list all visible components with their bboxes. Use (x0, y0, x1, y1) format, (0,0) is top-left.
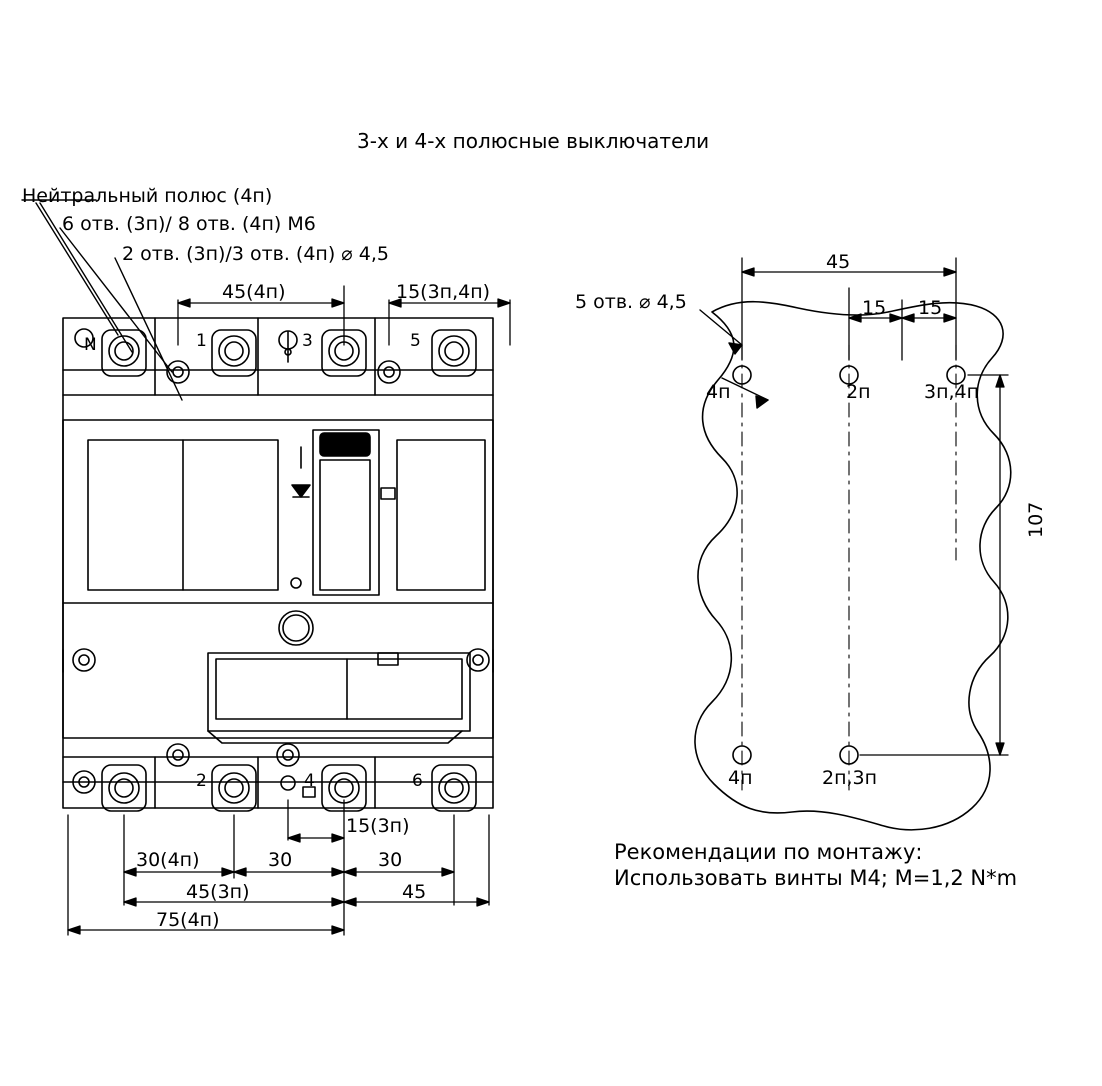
dim-right-45: 45 (826, 251, 851, 273)
terminal-label-4: 4 (304, 771, 315, 791)
hole-label-4p-bottom: 4п (728, 767, 753, 789)
terminal-label-2: 2 (196, 771, 207, 791)
dim-45-3p: 45(3п) (186, 881, 250, 903)
dim-30-4p: 30(4п) (136, 849, 200, 871)
hole-label-3p4p-top: 3п,4п (924, 381, 980, 403)
dim-top-45-4p: 45(4п) (222, 281, 286, 303)
mounting-note-line2: Использовать винты М4; М=1,2 N*m (614, 866, 1018, 890)
dim-30-b: 30 (378, 849, 403, 871)
terminal-label-N: N (84, 335, 97, 355)
mounting-note-line1: Рекомендации по монтажу: (614, 840, 923, 864)
dimensions-right (742, 258, 1008, 755)
dim-top-15-3p4p: 15(3п,4п) (396, 281, 491, 303)
terminal-label-5: 5 (410, 331, 421, 351)
dim-45: 45 (402, 881, 427, 903)
callout-holes-m6: 6 отв. (3п)/ 8 отв. (4п) М6 (62, 213, 316, 235)
callout-5-holes: 5 отв. ⌀ 4,5 (575, 291, 687, 313)
hole-label-2p-top: 2п (846, 381, 871, 403)
callout-holes-45: 2 отв. (3п)/3 отв. (4п) ⌀ 4,5 (122, 243, 390, 265)
terminal-label-1: 1 (196, 331, 207, 351)
hole-label-4p-top: 4п (706, 381, 731, 403)
dim-75-4p: 75(4п) (156, 909, 220, 931)
dim-right-107: 107 (1025, 501, 1047, 538)
bottom-mounting-holes (167, 744, 315, 797)
dim-30-a: 30 (268, 849, 293, 871)
terminal-label-6: 6 (412, 771, 423, 791)
page-title: 3-х и 4-х полюсные выключатели (357, 129, 710, 153)
dim-right-15-right: 15 (918, 297, 943, 319)
terminal-label-3: 3 (302, 331, 313, 351)
hole-label-2p3p-bottom: 2п,3п (822, 767, 878, 789)
dim-15-3p: 15(3п) (346, 815, 410, 837)
callout-neutral-pole: Нейтральный полюс (4п) (22, 185, 273, 207)
dim-right-15-left: 15 (862, 297, 887, 319)
